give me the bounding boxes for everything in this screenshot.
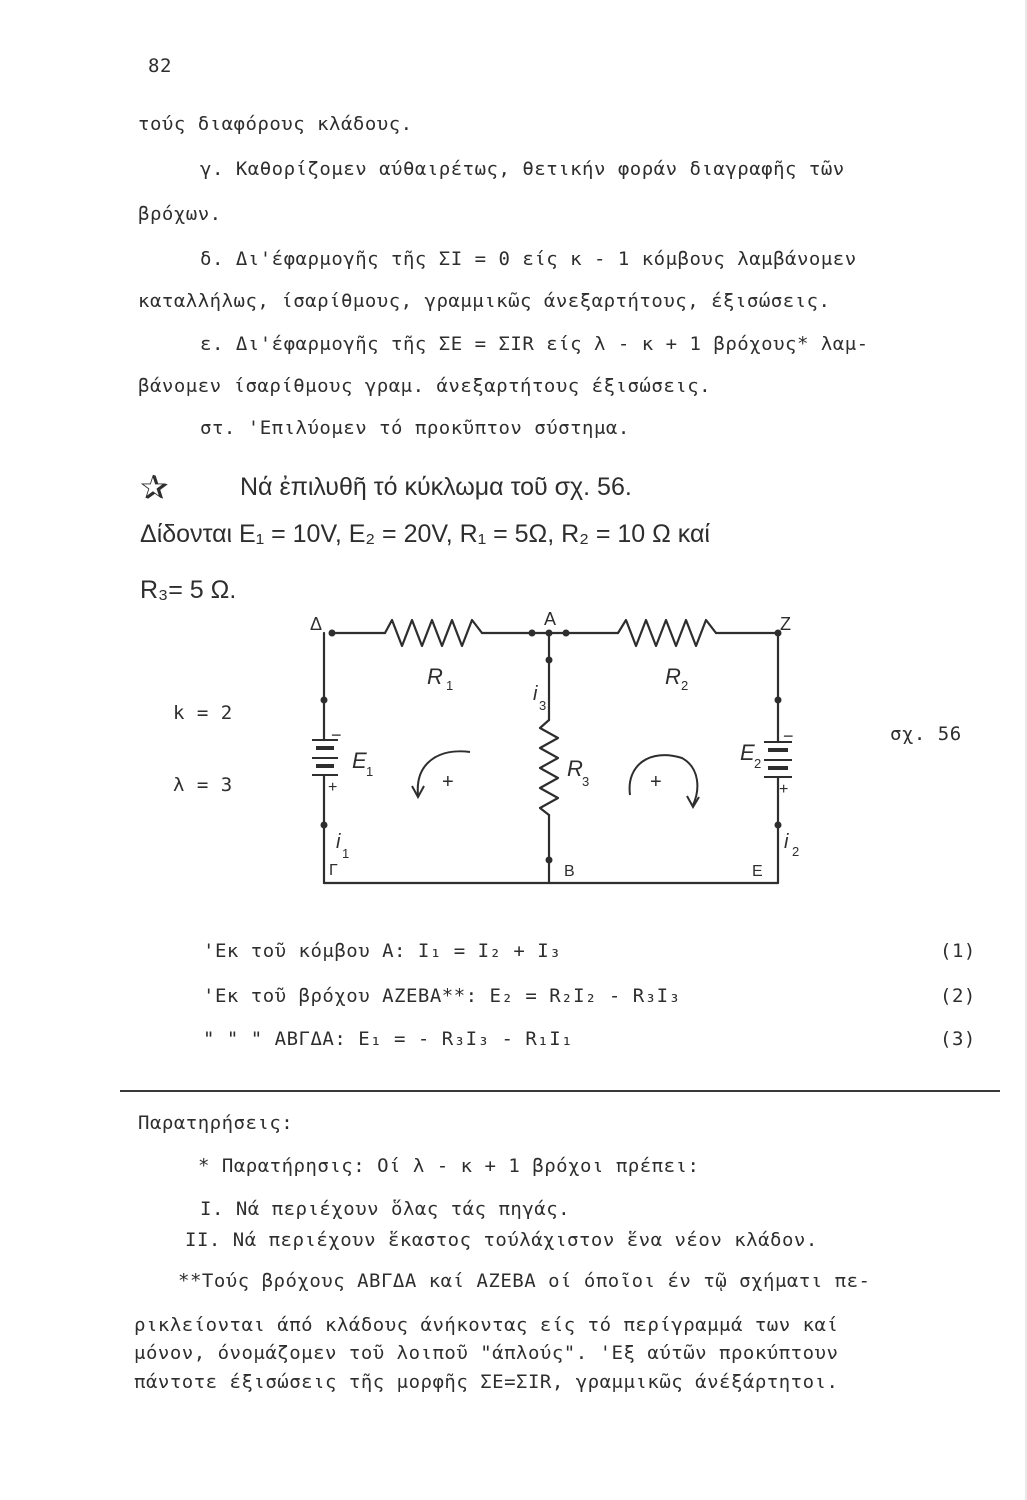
battery-e1 [312,740,338,775]
text-line-8: στ. 'Επιλύομεν τό προκῦπτον σύστημα. [200,417,630,439]
e2-plus: + [779,781,789,798]
text-line-6: ε. Δι'έφαρμογῆς τῆς ΣΕ = ΣΙR είς λ - κ + 1 βρόχους* λαμ- [200,333,869,355]
divider-rule [120,1090,1000,1092]
label-i3: i [533,683,538,705]
text-line-4: δ. Δι'έφαρμογῆς τῆς ΣΙ = 0 είς κ - 1 κόμβους λαμβάνομεν [200,248,857,270]
page-number: 82 [148,55,172,77]
figure-caption: σχ. 56 [890,723,962,745]
note-line-6: μόνον, όνομάζομεν τοῦ λοιποῦ "άπλούς". 'Εξ αύτῶν προκύπτουν [134,1342,839,1364]
resistor-r3 [540,720,558,815]
node-e: E [752,863,763,880]
node-delta: Δ [310,614,323,634]
note-line-4: **Τούς βρόχους ΑΒΓΔΑ καί ΑΖΕΒΑ οί όποῖοι έν τῷ σχήματι πε- [178,1270,871,1292]
node-z: Z [780,614,791,634]
label-i2-sub: 2 [792,844,800,859]
equation-3: " " " ΑΒΓΔΑ: E₁ = - R₃I₃ - R₁I₁ [203,1028,574,1050]
note-line-3: ΙΙ. Νά περιέχουν ἕκαστος τούλάχιστον ἕνα νέον κλάδον. [185,1229,818,1251]
label-e1-sub: 1 [366,764,374,779]
nodes [321,630,782,864]
text-line-2: γ. Καθορίζομεν αύθαιρέτως, θετικήν φοράν διαγραφῆς τῶν [200,158,845,180]
circuit-labels [310,609,799,880]
node-a: A [544,609,557,629]
text-line-3: βρόχων. [138,203,222,225]
label-e2: E [740,740,755,765]
note-line-1: * Παρατήρησις: Οί λ - κ + 1 βρόχοι πρέπει: [198,1155,700,1177]
e2-minus: − [783,726,794,746]
label-i2: i [784,831,789,853]
label-r2: R [665,664,681,689]
loop-right-plus: + [650,771,662,793]
problem-statement: Νά ἐπιλυθῆ τό κύκλωμα τοῦ σχ. 56. [240,473,632,501]
node-b: B [564,863,575,880]
node-gamma: Γ [329,862,338,879]
label-i3-sub: 3 [539,698,547,713]
loop-left-plus: + [442,771,454,793]
equation-2: 'Εκ τοῦ βρόχου AZEBA**: E₂ = R₂I₂ - R₃I₃ [203,985,681,1007]
e1-plus: + [328,779,338,796]
star-icon: ✰ [140,469,169,507]
label-r2-sub: 2 [681,678,689,693]
given-values: Δίδονται E₁ = 10V, E₂ = 20V, R₁ = 5Ω, R₂ = 10 Ω καί [140,520,710,548]
label-i1: i [336,831,341,853]
label-r1-sub: 1 [446,678,454,693]
label-r1: R [427,664,443,689]
equation-2-number: (2) [940,985,976,1007]
text-line-1: τούς διαφόρους κλάδους. [138,113,413,135]
resistor-r2 [618,620,716,646]
notes-heading: Παρατηρήσεις: [138,1112,294,1134]
label-e2-sub: 2 [754,756,762,771]
lambda-label: λ = 3 [173,774,233,796]
battery-e2 [764,742,792,777]
text-line-5: καταλλήλως, ίσαρίθμους, γραμμικῶς άνεξαρτήτους, έξισώσεις. [138,290,831,312]
equation-3-number: (3) [940,1028,976,1050]
label-e1: E [352,748,367,773]
equation-1: 'Εκ τοῦ κόμβου A: I₁ = I₂ + I₃ [203,940,562,962]
label-r3-sub: 3 [582,774,590,789]
e1-minus: − [331,725,342,745]
given-values-cont: R₃= 5 Ω. [140,576,237,604]
label-r3: R [567,756,583,781]
k-label: k = 2 [173,702,233,724]
resistor-r1 [385,620,482,646]
label-i1-sub: 1 [342,846,350,861]
note-line-5: ρικλείονται άπό κλάδους άνήκοντας είς τό περίγραμμά των καί [134,1314,839,1336]
note-line-2: Ι. Νά περιέχουν ὅλας τάς πηγάς. [200,1198,571,1220]
note-line-7: πάντοτε έξισώσεις τῆς μορφῆς ΣΕ=ΣΙR, γραμμικῶς άνέξάρτητοι. [134,1371,839,1393]
text-line-7: βάνομεν ίσαρίθμους γραμ. άνεξαρτήτους έξισώσεις. [138,375,712,397]
equation-1-number: (1) [940,940,976,962]
